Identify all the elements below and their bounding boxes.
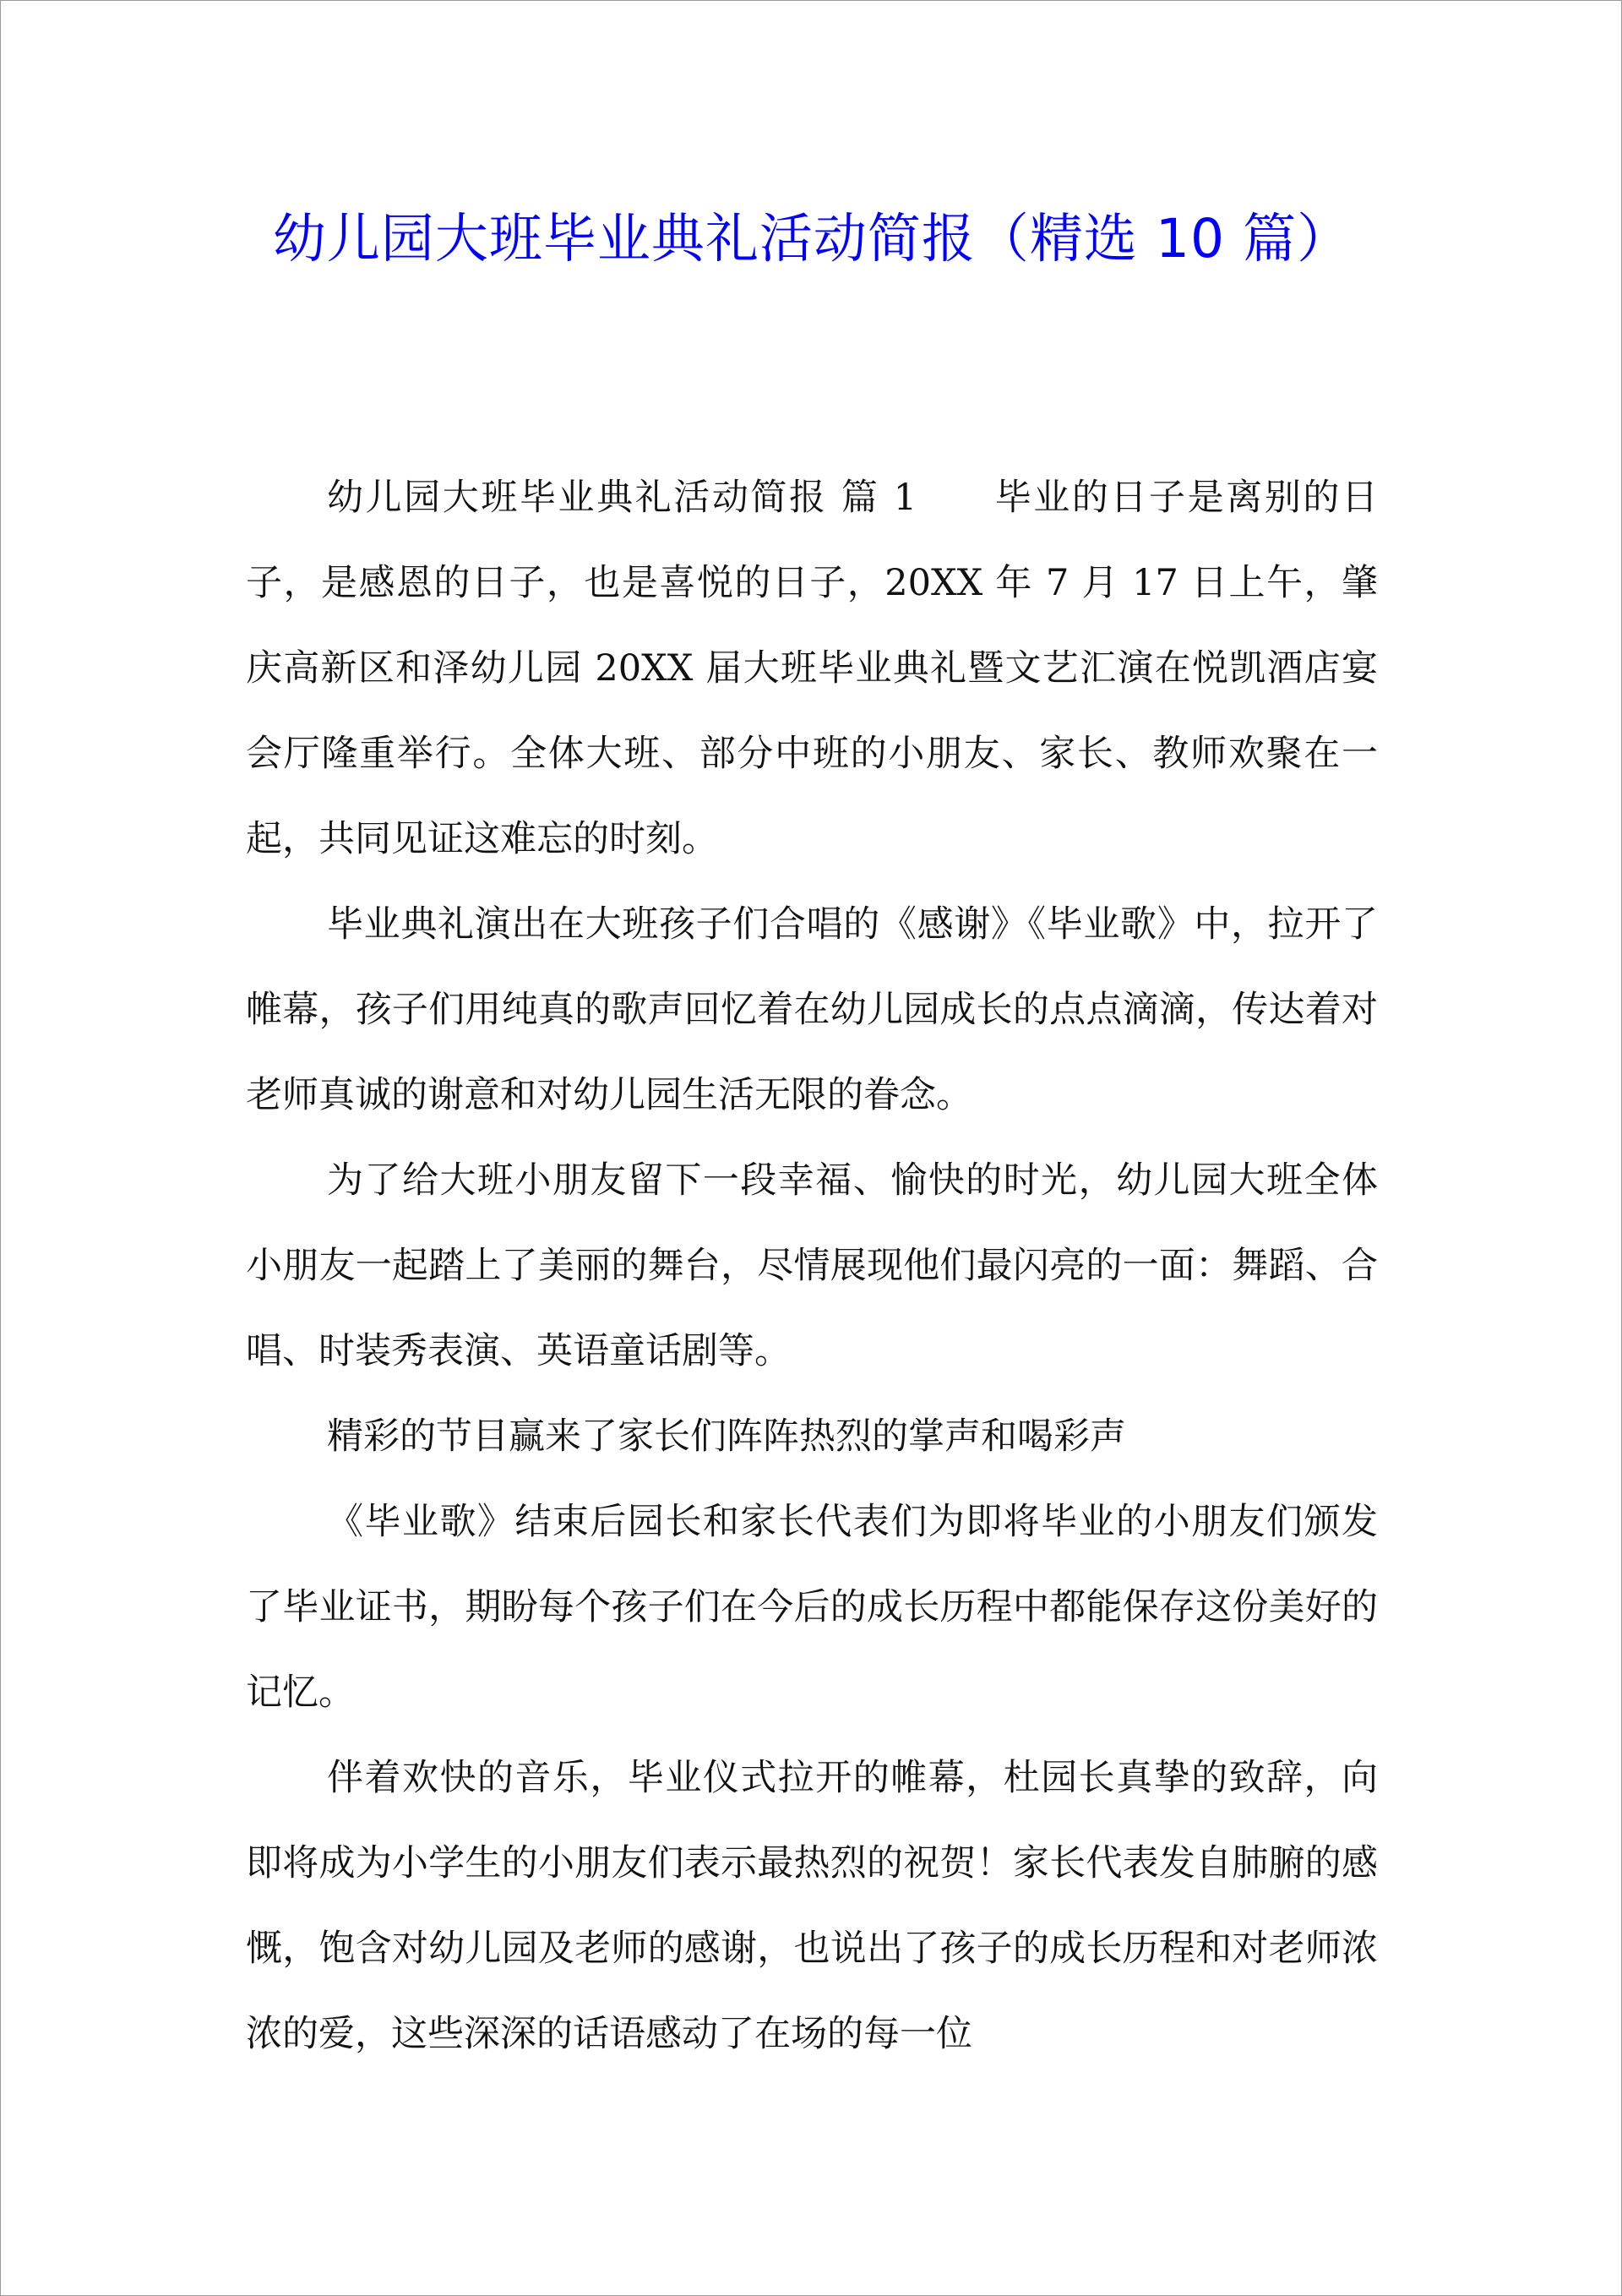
document-body (246, 455, 1378, 2077)
paragraph-1 (246, 455, 1378, 882)
document-title: 幼儿园大班毕业典礼活动简报（精选 10 篇） (272, 208, 1352, 270)
paragraph-1-text: 毕业的日子是离别的日子，是感恩的日子，也是喜悦的日子，20XX 年 7 月 17 日上午，肇庆高新区和泽幼儿园 20XX 届大班毕业典礼暨文艺汇演在悦凯酒店宴会厅隆重举行。全体大班、部分中班的小朋友、家长、教师欢聚在一起，共同见证这难忘的时刻。 (246, 477, 1378, 860)
section-heading: 幼儿园大班毕业典礼活动简报 篇 1 (327, 477, 917, 519)
paragraph-5: 《毕业歌》结束后园长和家长代表们为即将毕业的小朋友们颁发了毕业证书，期盼每个孩子们在今后的成长历程中都能保存这份美好的记忆。 (246, 1501, 1378, 1714)
paragraph-3: 为了给大班小朋友留下一段幸福、愉快的时光，幼儿园大班全体小朋友一起踏上了美丽的舞台，尽情展现他们最闪亮的一面：舞蹈、合唱、时装秀表演、英语童话剧等。 (246, 1159, 1378, 1372)
paragraph-2: 毕业典礼演出在大班孩子们合唱的《感谢》《毕业歌》中，拉开了帷幕，孩子们用纯真的歌声回忆着在幼儿园成长的点点滴滴，传达着对老师真诚的谢意和对幼儿园生活无限的眷念。 (246, 903, 1378, 1116)
paragraph-6: 伴着欢快的音乐，毕业仪式拉开的帷幕，杜园长真挚的致辞，向即将成为小学生的小朋友们表示最热烈的祝贺！家长代表发自肺腑的感慨，饱含对幼儿园及老师的感谢，也说出了孩子的成长历程和对老师浓浓的爱，这些深深的话语感动了在场的每一位 (246, 1757, 1378, 2055)
paragraph-4: 精彩的节目赢来了家长们阵阵热烈的掌声和喝彩声 (327, 1415, 1126, 1458)
